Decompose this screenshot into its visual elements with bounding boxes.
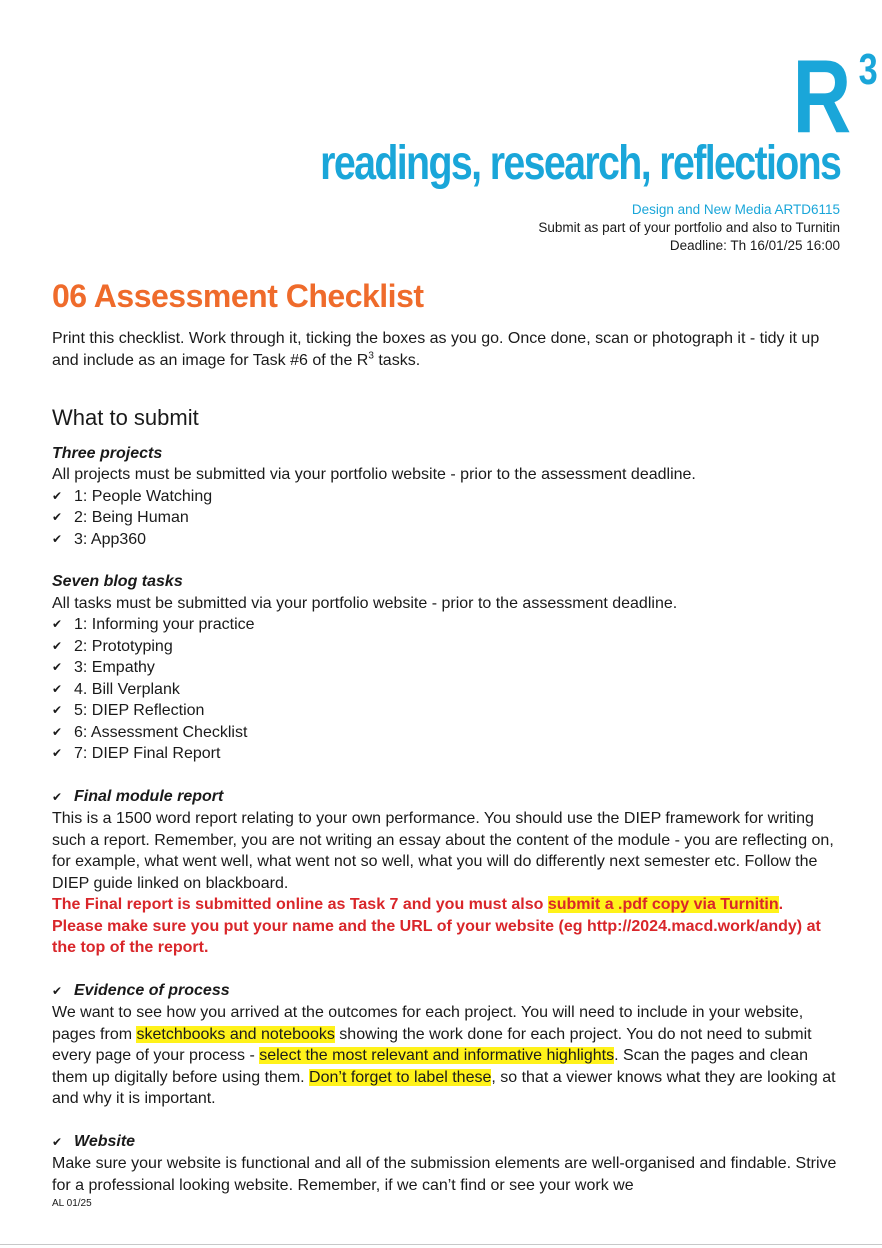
list-item <box>52 529 842 551</box>
turnitin-note: The Final report is submitted online as Task 7 and you must also <box>52 896 548 913</box>
course-name: Design and New Media ARTD6115 <box>631 202 840 217</box>
evidence-text: , so that a viewer knows what they are looking at and why it is important. <box>52 1068 836 1107</box>
evidence-title: Evidence of process <box>74 981 230 999</box>
list-item-label: 4. Bill Verplank <box>74 680 180 698</box>
blog-description: All tasks must be submitted via your portfolio website - prior to the assessment deadline. <box>52 594 678 612</box>
check-icon: ✔ <box>52 789 63 804</box>
final-report-block <box>52 786 842 959</box>
evidence-highlight: select the most relevant and informative highlights <box>259 1047 615 1064</box>
check-icon: ✔ <box>52 703 63 717</box>
website-title: Website <box>74 1132 136 1150</box>
evidence-highlight: Don’t forget to label these <box>309 1068 492 1086</box>
final-report-title: Final module report <box>74 787 224 805</box>
evidence-highlight: sketchbooks and notebooks <box>136 1025 335 1043</box>
final-report-heading <box>52 786 842 809</box>
evidence-body <box>52 1002 842 1110</box>
evidence-heading <box>52 980 842 1003</box>
logo-r-letter: R <box>792 39 848 155</box>
page-title: 06 Assessment Checklist <box>52 278 424 314</box>
name-url-note: Please make sure you put your name and the URL of your website (eg http://2024.macd.work/andy) at the top of the report. <box>52 917 821 956</box>
turnitin-note-end: . <box>778 896 784 913</box>
website-body: Make sure your website is functional and all of the submission elements are well-organised and findable. Strive for a professional looking website. Remember, if we can’t find or see your work we <box>52 1155 837 1194</box>
projects-description: All projects must be submitted via your portfolio website - prior to the assessment deadline. <box>52 466 696 483</box>
evidence-text: . Scan the pages and clean them up digitally before using them. <box>52 1047 808 1086</box>
check-icon: ✔ <box>52 1134 63 1149</box>
list-item <box>52 507 842 529</box>
list-item-label: 5: DIEP Reflection <box>74 702 205 719</box>
check-icon: ✔ <box>52 746 63 760</box>
final-report-instructions <box>52 894 842 959</box>
check-icon: ✔ <box>52 510 63 524</box>
list-item <box>52 743 842 765</box>
projects-block <box>52 443 842 551</box>
blog-list <box>52 614 842 765</box>
list-item <box>52 700 842 722</box>
page-divider <box>0 1244 882 1245</box>
check-icon: ✔ <box>52 660 63 674</box>
evidence-text: showing the work done for each project. You do not need to submit every page of your process - <box>52 1025 812 1064</box>
check-icon: ✔ <box>52 638 63 653</box>
evidence-block <box>52 980 842 1110</box>
list-item-label: 6: Assessment Checklist <box>74 723 248 741</box>
document-meta <box>538 201 840 255</box>
intro-text-end: tasks. <box>373 351 421 369</box>
intro-superscript: 3 <box>368 350 374 362</box>
list-item <box>52 636 842 658</box>
logo-r3 <box>792 39 875 155</box>
intro-paragraph <box>52 328 842 371</box>
blog-block <box>52 571 842 765</box>
intro-text: Print this checklist. Work through it, ticking the boxes as you go. Once done, scan or photograph it - tidy it up and include as an image for Task #6 of the R <box>52 330 820 369</box>
list-item-label: 2: Prototyping <box>74 637 173 655</box>
list-item <box>52 614 842 636</box>
list-item-label: 1: Informing your practice <box>74 616 255 633</box>
submission-note: Submit as part of your portfolio and also to Turnitin <box>538 220 840 235</box>
check-icon: ✔ <box>52 983 63 998</box>
projects-title: Three projects <box>52 444 163 462</box>
list-item-label: 1: People Watching <box>74 487 213 505</box>
list-item-label: 3: Empathy <box>74 659 155 676</box>
footer-code: AL 01/25 <box>52 1198 92 1209</box>
logo-superscript: 3 <box>858 45 875 94</box>
projects-list <box>52 486 842 551</box>
section-heading-what-to-submit: What to submit <box>52 405 199 430</box>
list-item <box>52 679 842 701</box>
check-icon: ✔ <box>52 617 63 631</box>
list-item-label: 2: Being Human <box>74 509 189 526</box>
check-icon: ✔ <box>52 488 63 503</box>
deadline: Deadline: Th 16/01/25 16:00 <box>669 238 840 253</box>
check-icon: ✔ <box>52 681 63 696</box>
check-icon: ✔ <box>52 531 63 546</box>
list-item <box>52 657 842 679</box>
list-item <box>52 486 842 508</box>
website-heading <box>52 1131 842 1154</box>
website-block <box>52 1131 842 1197</box>
list-item-label: 3: App360 <box>74 530 147 548</box>
turnitin-highlight: submit a .pdf copy via Turnitin <box>547 896 779 913</box>
logo-tagline: readings, research, reflections <box>319 137 840 190</box>
list-item-label: 7: DIEP Final Report <box>74 745 221 762</box>
final-report-body: This is a 1500 word report relating to your own performance. You should use the DIEP framework for writing such a report. Remember, you are not writing an essay about the content of the module - you are reflecting on, for example, what went well, what went not so well, what you will do differently next semester etc. Follow the DIEP guide linked on blackboard. <box>52 810 834 892</box>
list-item <box>52 722 842 744</box>
main-content <box>52 328 842 1217</box>
evidence-text: We want to see how you arrived at the outcomes for each project. You will need to include in your website, pages from <box>52 1004 804 1043</box>
check-icon: ✔ <box>52 724 63 739</box>
blog-title: Seven blog tasks <box>52 573 183 590</box>
